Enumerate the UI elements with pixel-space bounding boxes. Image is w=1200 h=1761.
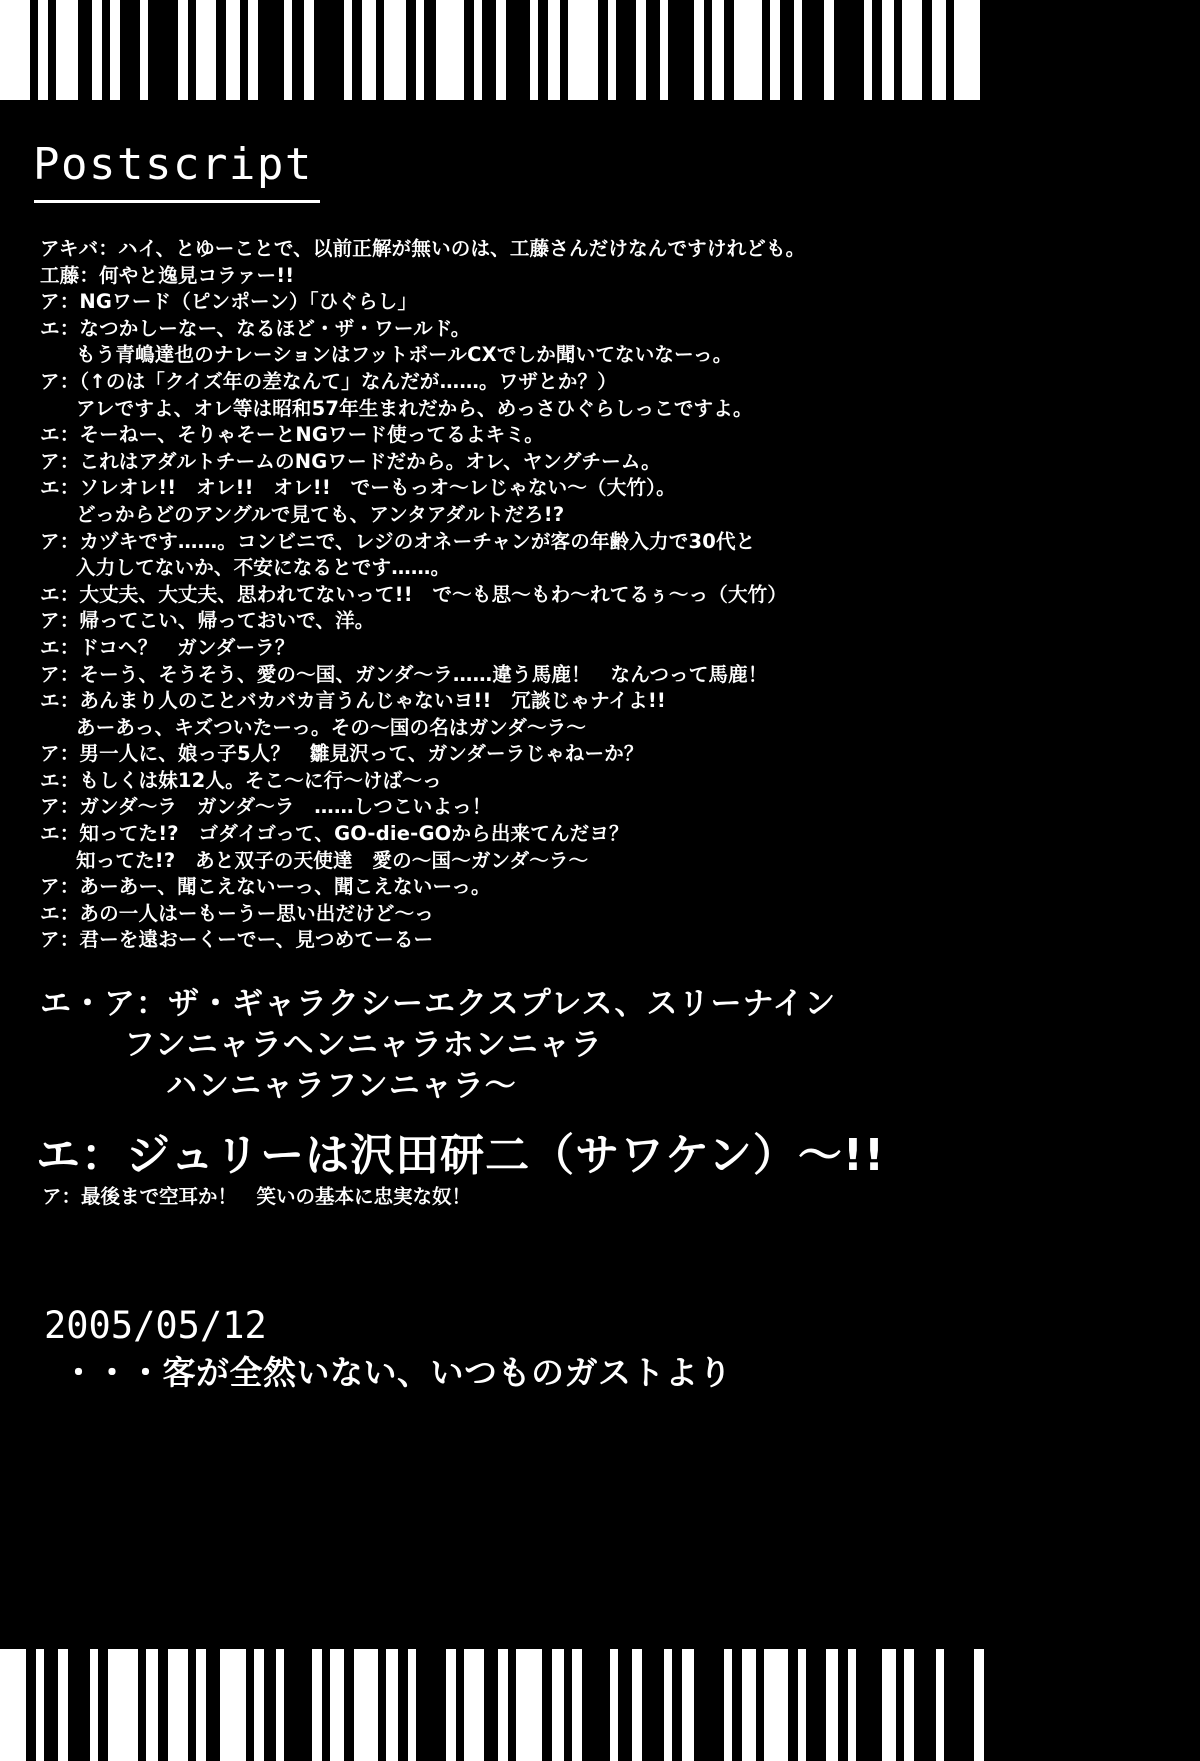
barcode-bar [416, 1649, 446, 1761]
barcode-bar [872, 0, 882, 100]
finale-subline: ア：最後まで空耳か！ 笑いの基本に忠実な奴！ [42, 1185, 472, 1208]
barcode-bar [98, 1649, 108, 1761]
barcode-bar [882, 1649, 896, 1761]
barcode-bar [312, 1649, 322, 1761]
barcode-bar [58, 1649, 68, 1761]
colophon-place: ・・・客が全然いない、いつものガストより [62, 1353, 732, 1392]
barcode-bar [386, 1649, 398, 1761]
barcode-bar [484, 1649, 498, 1761]
dialogue-line: ア：（↑のは「クイズ年の差なんて」なんだが……。ワザとか？） [40, 369, 617, 393]
barcode-bar [542, 1649, 552, 1761]
barcode-bar [146, 1649, 158, 1761]
dialogue-line: ア：帰ってこい、帰っておいで、洋。 [40, 609, 375, 633]
barcode-bar [240, 0, 248, 100]
barcode-bar [110, 0, 120, 100]
barcode-bar [206, 1649, 220, 1761]
dialogue-line: ア：これはアダルトチームのNGワードだから。オレ、ヤングチーム。 [40, 449, 661, 473]
barcode-bar [188, 0, 196, 100]
barcode-bar [582, 1649, 610, 1761]
barcode-bar [712, 0, 724, 100]
barcode-bar [838, 1649, 848, 1761]
barcode-bar [508, 1649, 516, 1761]
barcode-bar [922, 0, 932, 100]
barcode-bar [564, 1649, 572, 1761]
barcode-bar [90, 1649, 98, 1761]
barcode-bar [552, 1649, 564, 1761]
barcode-bar [498, 1649, 508, 1761]
barcode-bar [682, 1649, 694, 1761]
barcode-bar [304, 0, 314, 100]
barcode-bar [742, 1649, 756, 1761]
barcode-bar [424, 0, 436, 100]
barcode-bar [636, 0, 646, 100]
barcode-bar [798, 1649, 806, 1761]
barcode-bar [672, 1649, 682, 1761]
barcode-bar [664, 1649, 672, 1761]
dialogue-line: エ：あんまり人のことバカバカ言うんじゃないヨ!! 冗談じゃナイよ!! [40, 689, 667, 713]
dialogue-line: エ：なつかしーなー、なるほど・ザ・ワールド。 [40, 316, 471, 340]
barcode-bar [0, 1649, 26, 1761]
barcode-bar [352, 0, 362, 100]
barcode-bar [30, 0, 38, 100]
barcode-bar [140, 0, 148, 100]
barcode-bar [974, 1649, 984, 1761]
barcode-bar [806, 1649, 826, 1761]
dialogue-line: エ：大丈夫、大丈夫、思われてないって!! で〜も思〜もわ〜れてるぅ〜っ（大竹） [40, 582, 788, 606]
barcode-bar [794, 0, 802, 100]
barcode-bar [102, 0, 110, 100]
barcode-bar [416, 0, 424, 100]
barcode-bar [724, 0, 734, 100]
barcode-bar [344, 1649, 354, 1761]
barcode-bar [560, 0, 568, 100]
barcode-bar [856, 1649, 882, 1761]
barcode-bar [120, 0, 140, 100]
barcode-bar [406, 0, 416, 100]
barcode-bar [724, 1649, 732, 1761]
barcode-bar [770, 0, 780, 100]
barcode-bar [178, 0, 188, 100]
barcode-bar [464, 1649, 484, 1761]
barcode-bar [264, 1649, 276, 1761]
barcode-bar [914, 1649, 936, 1761]
barcode-bar [168, 1649, 188, 1761]
barcode-bar [946, 0, 954, 100]
barcode-bar [220, 1649, 246, 1761]
dialogue-line: エ：もしくは妹12人。そこ〜に行〜けば〜っ [40, 768, 442, 792]
barcode-bar [36, 1649, 44, 1761]
barcode-bar [980, 0, 990, 100]
barcode-bar [436, 0, 464, 100]
barcode-bar [506, 0, 530, 100]
barcode-bar [26, 1649, 36, 1761]
chant-line: ハンニャラフンニャラ〜 [166, 1068, 517, 1104]
barcode-bar [464, 0, 474, 100]
barcode-bar [548, 0, 560, 100]
barcode-bar [932, 0, 946, 100]
barcode-bar [216, 0, 226, 100]
barcode-bar [92, 0, 102, 100]
barcode-bar [284, 0, 292, 100]
dialogue-line: エ：ドコヘ？ ガンダーラ？ [40, 635, 295, 659]
barcode-bar [68, 1649, 90, 1761]
barcode-bar [78, 0, 92, 100]
dialogue-line: あーあっ、キズついたーっ。その〜国の名はガンダ〜ラ〜 [76, 715, 587, 739]
dialogue-line: ア：カヅキです……。コンビニで、レジのオネーチャンが客の年齢入力で30代と [40, 529, 756, 553]
dialogue-block [40, 236, 1160, 954]
barcode-bar [56, 0, 78, 100]
barcode-bar [598, 0, 608, 100]
barcode-bar [762, 0, 770, 100]
barcode-bar [646, 0, 660, 100]
barcode-bar [354, 1649, 378, 1761]
barcode-bar [608, 0, 616, 100]
finale-block [36, 1129, 1166, 1211]
barcode-bar [196, 1649, 206, 1761]
barcode-bar [446, 1649, 456, 1761]
barcode-bar [538, 0, 548, 100]
barcode-bar [660, 0, 668, 100]
barcode-bar [48, 0, 56, 100]
barcode-bar [376, 0, 384, 100]
dialogue-line: エ：あの一人はーもーうー思い出だけど〜っ [40, 901, 435, 925]
barcode-bar [694, 1649, 724, 1761]
barcode-bar [882, 0, 894, 100]
barcode-bar [38, 0, 48, 100]
barcode-bar [330, 1649, 344, 1761]
barcode-bar [834, 0, 864, 100]
barcode-bar [188, 1649, 196, 1761]
barcode-bar [610, 1649, 618, 1761]
barcode-bar [258, 0, 284, 100]
barcode-bar [0, 0, 30, 100]
dialogue-line: エ：そーねー、そりゃそーとNGワード使ってるよキミ。 [40, 423, 544, 447]
barcode-bar [226, 0, 240, 100]
barcode-bar [108, 1649, 138, 1761]
barcode-bar [158, 1649, 168, 1761]
barcode-bar [344, 0, 352, 100]
barcode-bar [896, 1649, 904, 1761]
barcode-bar [148, 0, 178, 100]
barcode-bar [668, 0, 694, 100]
chant-line: エ・ア：ザ・ギャラクシーエクスプレス、スリーナイン [40, 986, 837, 1022]
barcode-bar [954, 0, 980, 100]
barcode-bar [482, 0, 496, 100]
barcode-bar [864, 0, 872, 100]
dialogue-line: エ：ソレオレ!! オレ!! オレ!! でーもっオ〜レじゃない〜（大竹）。 [40, 476, 676, 500]
barcode-bar [568, 0, 598, 100]
page-title: Postscript [33, 139, 313, 190]
barcode-bar [516, 1649, 542, 1761]
barcode-bar [984, 1649, 992, 1761]
barcode-bar [284, 1649, 312, 1761]
barcode-bar [734, 0, 762, 100]
colophon-block [44, 1303, 1164, 1397]
barcode-bar [802, 0, 824, 100]
colophon-date: 2005/05/12 [44, 1304, 267, 1347]
barcode-bar [196, 0, 216, 100]
barcode-bar [246, 1649, 254, 1761]
finale-headline: エ：ジュリーは沢田研二（サワケン）〜!! [36, 1130, 886, 1181]
barcode-bar [248, 0, 258, 100]
chant-line: フンニャラヘンニャラホンニャラ [124, 1027, 603, 1063]
dialogue-line: ア：男一人に、娘っ子5人？ 雛見沢って、ガンダーラじゃねーか？ [40, 742, 644, 766]
dialogue-line: 知ってた!? あと双子の天使達 愛の〜国〜ガンダ〜ラ〜 [76, 848, 589, 872]
barcode-bar [704, 0, 712, 100]
barcode-bar [788, 1649, 798, 1761]
page-body [0, 100, 1200, 1649]
barcode-bar [826, 1649, 838, 1761]
dialogue-line: アキバ：ハイ、とゆーことで、以前正解が無いのは、工藤さんだけなんですけれども。 [40, 237, 806, 260]
barcode-bar [694, 0, 704, 100]
barcode-bar [764, 1649, 788, 1761]
barcode-bar [378, 1649, 386, 1761]
dialogue-line: ア：NGワード（ピンポーン）「ひぐらし」 [40, 290, 418, 314]
barcode-bar [384, 0, 406, 100]
barcode-bar [362, 0, 376, 100]
dialogue-line: エ：知ってた!? ゴダイゴって、GO-die-GOから出来てんだヨ？ [40, 822, 629, 846]
barcode-bar [276, 1649, 284, 1761]
barcode-bar [398, 1649, 408, 1761]
barcode-bar [572, 1649, 582, 1761]
barcode-bar [894, 0, 902, 100]
barcode-bar [756, 1649, 764, 1761]
barcode-bar [292, 0, 304, 100]
barcode-bar [456, 1649, 464, 1761]
barcode-bar [902, 0, 922, 100]
barcode-bar [618, 1649, 632, 1761]
barcode-bar [848, 1649, 856, 1761]
barcode-bar [474, 0, 482, 100]
dialogue-line: もう青嶋達也のナレーションはフットボールCXでしか聞いてないなーっ。 [76, 343, 733, 367]
dialogue-line: ア：ガンダ〜ラ ガンダ〜ラ ……しつこいよっ！ [40, 795, 492, 819]
dialogue-line: ア：あーあー、聞こえないーっ、聞こえないーっ。 [40, 875, 491, 899]
dialogue-line: ア：そーう、そうそう、愛の〜国、ガンダ〜ラ……違う馬鹿！ なんつって馬鹿！ [40, 662, 768, 686]
barcode-bar [642, 1649, 664, 1761]
dialogue-line: 工藤：何やと逸見コラァー!! [40, 263, 295, 287]
barcode-bar [824, 0, 834, 100]
barcode-strip-top [0, 0, 1200, 100]
barcode-bar [408, 1649, 416, 1761]
barcode-bar [944, 1649, 974, 1761]
barcode-bar [904, 1649, 914, 1761]
barcode-bar [632, 1649, 642, 1761]
dialogue-line: どっからどのアングルで見ても、アンタアダルトだろ!? [76, 502, 565, 526]
barcode-bar [616, 0, 636, 100]
chant-block [40, 984, 1160, 1107]
barcode-bar [254, 1649, 264, 1761]
barcode-bar [496, 0, 506, 100]
barcode-bar [322, 1649, 330, 1761]
barcode-bar [44, 1649, 58, 1761]
title-underline [34, 200, 320, 203]
dialogue-line: ア：君ーを遠おーくーでー、見つめてーるー [40, 928, 434, 952]
barcode-strip-bottom [0, 1649, 1200, 1761]
barcode-bar [732, 1649, 742, 1761]
dialogue-line: 入力してないか、不安になるとです……。 [76, 556, 451, 580]
barcode-bar [530, 0, 538, 100]
barcode-bar [936, 1649, 944, 1761]
dialogue-line: アレですよ、オレ等は昭和57年生まれだから、めっさひぐらしっこですよ。 [76, 396, 753, 420]
barcode-bar [138, 1649, 146, 1761]
barcode-bar [780, 0, 794, 100]
barcode-bar [314, 0, 344, 100]
